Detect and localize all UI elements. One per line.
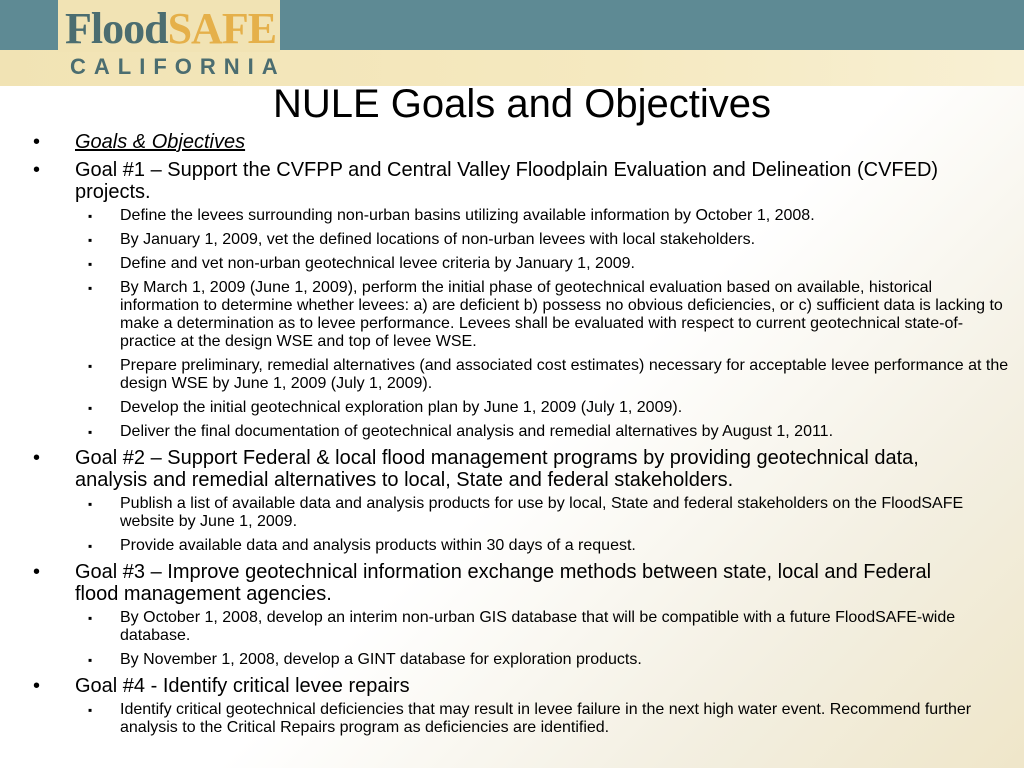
goal-item [0, 675, 1024, 737]
objective-item: ▪ Provide available data and analysis products within 30 days of a request. [0, 537, 1014, 555]
objective-item: ▪ Prepare preliminary, remedial alternatives (and associated cost estimates) necessary for acceptable levee performance at the design WSE by June 1, 2009 (July 1, 2009). [0, 357, 1014, 393]
objective-item: ▪ By January 1, 2009, vet the defined locations of non-urban levees with local stakeholders. [0, 231, 1014, 249]
goal-item [0, 447, 1024, 555]
objective-item: ▪ Deliver the final documentation of geotechnical analysis and remedial alternatives by August 1, 2011. [0, 423, 1014, 441]
goals-list [0, 131, 1024, 743]
logo-word-flood: Flood [65, 4, 168, 53]
objective-item: ▪ Define and vet non-urban geotechnical levee criteria by January 1, 2009. [0, 255, 1014, 273]
list-heading [0, 131, 1024, 153]
goal-text: Goal #2 – Support Federal & local flood management programs by providing geotechnical data, analysis and remedial alternatives to local, State and federal stakeholders. [75, 447, 919, 491]
slide-title: NULE Goals and Objectives [272, 82, 771, 126]
list-heading-text: Goals & Objectives [75, 131, 246, 153]
logo-word-safe: SAFE [167, 4, 277, 53]
floodsafe-california-logo [58, 0, 286, 82]
goal-text: Goal #3 – Improve geotechnical information exchange methods between state, local and Federal flood management agencies. [75, 561, 932, 605]
logo-state: CALIFORNIA [70, 54, 286, 79]
goal-item [0, 159, 1024, 441]
objective-item: ▪ Publish a list of available data and analysis products for use by local, State and federal stakeholders on the FloodSAFE website by June 1, 2009. [0, 495, 1014, 531]
goal-item [0, 561, 1024, 669]
objective-list [75, 701, 974, 737]
objective-list [75, 609, 974, 669]
objective-item: ▪ Identify critical geotechnical deficiencies that may result in levee failure in the next high water event. Recommend further analysis to the Critical Repairs program as deficiencies are identified. [0, 701, 1014, 737]
logo-wordmark [65, 4, 276, 54]
objective-item: ▪ Define the levees surrounding non-urban basins utilizing available information by October 1, 2008. [0, 207, 1014, 225]
objective-list [75, 495, 974, 555]
objective-item: ▪ By March 1, 2009 (June 1, 2009), perform the initial phase of geotechnical evaluation based on available, historical information to determine whether levees: a) are deficient b) possess no obvious deficiencies, or c) sufficient data is lacking to make a determination as to levee performance. Levees shall be evaluated with respect to current geotechnical state-of-practice at the design WSE and top of levee WSE. [0, 279, 1014, 351]
goal-text: Goal #4 - Identify critical levee repairs [75, 675, 410, 697]
objective-item: ▪ By November 1, 2008, develop a GINT database for exploration products. [0, 651, 1014, 669]
objective-item: ▪ By October 1, 2008, develop an interim non-urban GIS database that will be compatible with a future FloodSAFE-wide database. [0, 609, 1014, 645]
objective-list [75, 207, 1009, 441]
goal-text: Goal #1 – Support the CVFPP and Central Valley Floodplain Evaluation and Delineation (CVFED) projects. [75, 159, 939, 203]
objective-item: ▪ Develop the initial geotechnical exploration plan by June 1, 2009 (July 1, 2009). [0, 399, 1014, 417]
